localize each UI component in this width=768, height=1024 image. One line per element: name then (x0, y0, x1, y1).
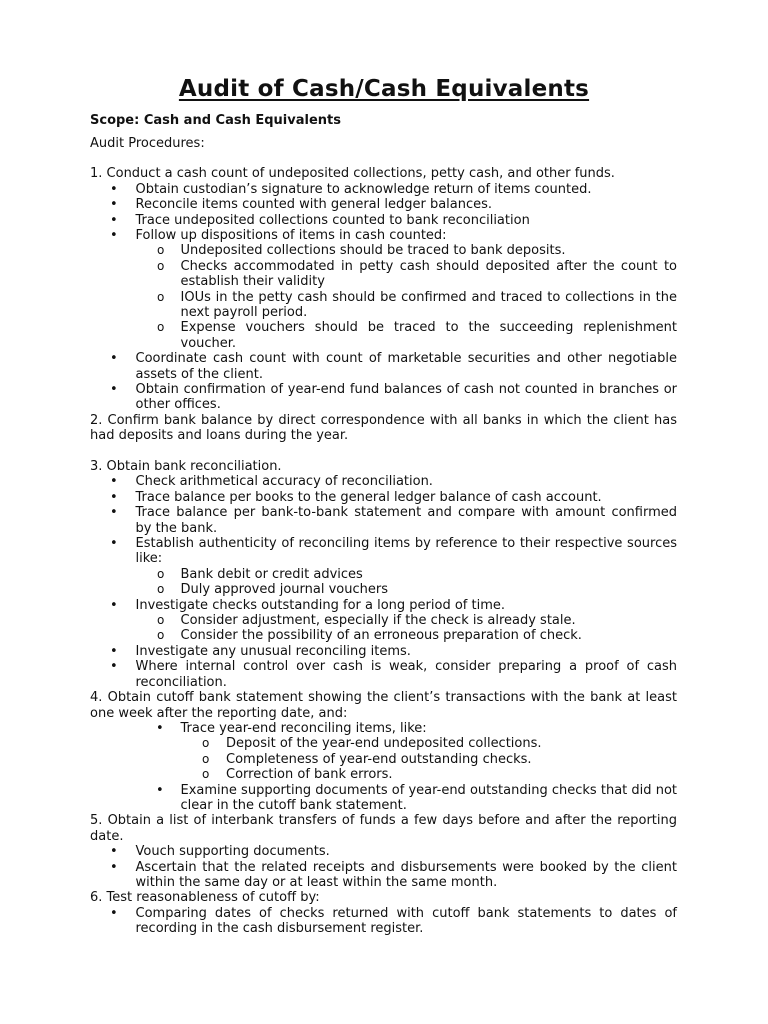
list-item (90, 844, 677, 859)
sub-list-item-text: Consider the possibility of an erroneous preparation of check. (180, 628, 582, 644)
procedure-3-list (90, 474, 677, 566)
procedure-6-list (90, 906, 677, 937)
circle-marker: o (157, 289, 165, 304)
bullet-marker: • (110, 659, 118, 675)
sub-list-item-text: Consider adjustment, especially if the check is already stale. (180, 613, 576, 629)
document-title: Audit of Cash/Cash Equivalents (178, 76, 590, 102)
audit-procedures-label: Audit Procedures: (90, 136, 205, 152)
procedure-3-sublist-b (90, 613, 677, 644)
sub-list-item (90, 767, 677, 782)
paragraph-spacer (90, 444, 677, 459)
list-item-text: Vouch supporting documents. (135, 844, 330, 860)
list-item (90, 721, 677, 736)
list-item (90, 182, 677, 197)
sub-list-item (90, 290, 677, 321)
bullet-marker: • (110, 859, 118, 875)
procedure-3-sublist-a (90, 567, 677, 598)
bullet-marker: • (156, 720, 164, 736)
bullet-marker: • (110, 505, 118, 521)
procedure-4-heading: 4. Obtain cutoff bank statement showing the client’s transactions with the bank at least one week after the reporting date, and: (90, 690, 677, 721)
circle-marker: o (202, 767, 210, 782)
circle-marker: o (202, 736, 210, 751)
list-item (90, 598, 677, 613)
list-item-text: Trace balance per bank-to-bank statement and compare with amount confirmed by the bank. (135, 505, 677, 536)
list-item-text: Examine supporting documents of year-end outstanding checks that did not clear in the cutoff bank statement. (180, 782, 677, 813)
bullet-marker: • (110, 643, 118, 659)
list-item (90, 659, 677, 690)
procedure-4-list-continued (90, 783, 677, 814)
list-item-text: Coordinate cash count with count of marketable securities and other negotiable assets of the client. (135, 351, 677, 382)
sub-list-item-text: Correction of bank errors. (226, 767, 393, 783)
list-item (90, 351, 677, 382)
bullet-marker: • (156, 782, 164, 798)
circle-marker: o (202, 751, 210, 766)
bullet-marker: • (110, 536, 118, 552)
list-item-text: Obtain custodian’s signature to acknowledge return of items counted. (135, 181, 592, 197)
bullet-marker: • (110, 351, 118, 367)
procedure-4-sublist (90, 736, 677, 782)
procedure-3-list-b (90, 598, 677, 613)
list-item-text: Trace balance per books to the general ledger balance of cash account. (135, 489, 602, 505)
circle-marker: o (157, 566, 165, 581)
list-item-text: Trace undeposited collections counted to bank reconciliation (135, 212, 530, 228)
sub-list-item-text: Completeness of year-end outstanding checks. (226, 751, 532, 767)
procedure-4-list (90, 721, 677, 736)
list-item-text: Comparing dates of checks returned with cutoff bank statements to dates of recording in the cash disbursement register. (135, 905, 677, 937)
procedure-3-heading: 3. Obtain bank reconciliation. (90, 459, 282, 475)
sub-list-item-text: Duly approved journal vouchers (180, 582, 389, 598)
circle-marker: o (157, 582, 165, 597)
bullet-marker: • (110, 197, 118, 213)
circle-marker: o (157, 613, 165, 628)
bullet-marker: • (110, 382, 118, 397)
procedure-1-sublist (90, 243, 677, 351)
list-item-text: Investigate checks outstanding for a long period of time. (135, 597, 506, 613)
list-item-text: Obtain confirmation of year-end fund balances of cash not counted in branches or other offices. (135, 382, 677, 413)
sub-list-item-text: Deposit of the year-end undeposited collections. (226, 736, 542, 752)
sub-list-item (90, 752, 677, 767)
list-item-text: Investigate any unusual reconciling items. (135, 643, 411, 659)
bullet-marker: • (110, 181, 118, 197)
circle-marker: o (157, 243, 165, 258)
bullet-marker: • (110, 489, 118, 505)
scope-heading: Scope: Cash and Cash Equivalents (90, 113, 341, 128)
bullet-marker: • (110, 844, 118, 860)
list-item (90, 197, 677, 212)
bullet-marker: • (110, 474, 118, 490)
list-item-text: Ascertain that the related receipts and disbursements were booked by the client within the same day or at least within the same month. (135, 859, 677, 890)
bullet-marker: • (110, 597, 118, 613)
bullet-marker: • (110, 227, 118, 243)
list-item (90, 906, 677, 937)
document-body (90, 113, 677, 937)
procedure-6-heading: 6. Test reasonableness of cutoff by: (90, 890, 320, 906)
sub-list-item (90, 628, 677, 643)
sub-list-item (90, 613, 677, 628)
procedure-3-list-c (90, 644, 677, 690)
sub-list-item (90, 582, 677, 597)
list-item-text: Trace year-end reconciling items, like: (180, 720, 427, 736)
list-item (90, 783, 677, 814)
list-item (90, 382, 677, 413)
procedure-5-list (90, 844, 677, 890)
circle-marker: o (157, 258, 165, 273)
list-item-text: Reconcile items counted with general ledger balances. (135, 197, 493, 213)
list-item (90, 536, 677, 567)
circle-marker: o (157, 320, 165, 335)
list-item-text: Follow up dispositions of items in cash counted: (135, 227, 447, 243)
list-item-text: Where internal control over cash is weak, consider preparing a proof of cash reconciliation. (135, 659, 677, 690)
bullet-marker: • (110, 905, 118, 921)
list-item (90, 474, 677, 489)
sub-list-item-text: Bank debit or credit advices (180, 566, 363, 582)
sub-list-item (90, 320, 677, 351)
sub-list-item (90, 736, 677, 751)
sub-list-item-text: Expense vouchers should be traced to the succeeding replenishment voucher. (180, 320, 677, 351)
list-item (90, 490, 677, 505)
list-item (90, 228, 677, 243)
procedure-2-heading: 2. Confirm bank balance by direct correspondence with all banks in which the client has had deposits and loans during the year. (90, 412, 677, 444)
procedure-1-heading: 1. Conduct a cash count of undeposited collections, petty cash, and other funds. (90, 166, 615, 182)
sub-list-item-text: IOUs in the petty cash should be confirmed and traced to collections in the next payroll period. (180, 289, 677, 320)
procedure-1-list-continued (90, 351, 677, 413)
list-item (90, 644, 677, 659)
procedure-1-list (90, 182, 677, 244)
sub-list-item-text: Undeposited collections should be traced to bank deposits. (180, 243, 566, 259)
procedure-5-heading: 5. Obtain a list of interbank transfers of funds a few days before and after the reporting date. (90, 813, 677, 844)
list-item (90, 505, 677, 536)
list-item-text: Check arithmetical accuracy of reconciliation. (135, 474, 433, 490)
list-item-text: Establish authenticity of reconciling items by reference to their respective sources like: (135, 536, 677, 567)
sub-list-item-text: Checks accommodated in petty cash should deposited after the count to establish their validity (180, 258, 677, 290)
list-item (90, 860, 677, 891)
list-item (90, 213, 677, 228)
sub-list-item (90, 259, 677, 290)
bullet-marker: • (110, 212, 118, 228)
sub-list-item (90, 243, 677, 258)
sub-list-item (90, 567, 677, 582)
circle-marker: o (157, 628, 165, 643)
